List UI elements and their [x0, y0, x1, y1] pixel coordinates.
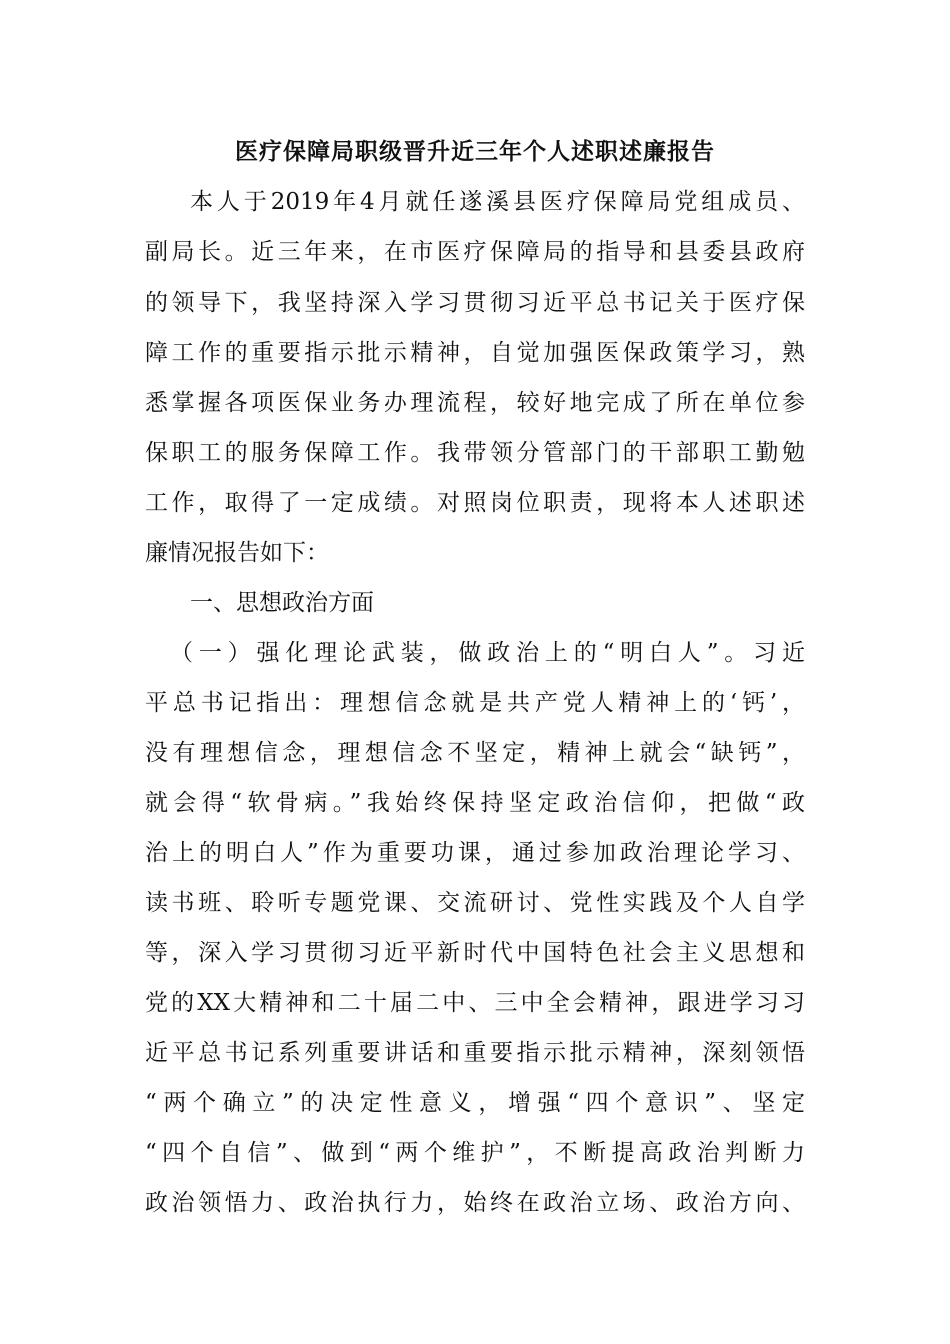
paragraph-line: 副局长。近三年来，在市医疗保障局的指导和县委县政府 — [145, 239, 805, 265]
paragraph-line: 平总书记指出：理想信念就是共产党人精神上的‘钙’， — [145, 690, 805, 716]
paragraph-line: 障工作的重要指示批示精神，自觉加强医保政策学习，熟 — [145, 340, 805, 366]
paragraph-line: 就会得“软骨病。”我始终保持坚定政治信仰，把做“政 — [145, 790, 805, 816]
paragraph-line: 党的XX大精神和二十届二中、三中全会精神，跟进学习习 — [145, 990, 805, 1016]
paragraph-line: 保职工的服务保障工作。我带领分管部门的干部职工勤勉 — [145, 440, 805, 466]
paragraph-line: 等，深入学习贯彻习近平新时代中国特色社会主义思想和 — [145, 940, 805, 966]
paragraph-line: 悉掌握各项医保业务办理流程，较好地完成了所在单位参 — [145, 390, 805, 416]
paragraph-line: 近平总书记系列重要讲话和重要指示批示精神，深刻领悟 — [145, 1040, 805, 1066]
paragraph-line: 治上的明白人”作为重要功课，通过参加政治理论学习、 — [145, 840, 805, 866]
paragraph-line: 工作，取得了一定成绩。对照岗位职责，现将本人述职述 — [145, 490, 805, 516]
paragraph-line: “四个自信”、做到“两个维护”，不断提高政治判断力 — [145, 1140, 805, 1166]
subsection-heading: （一）强化理论武装，做政治上的“明白人”。习近 — [170, 640, 805, 666]
paragraph-line: 读书班、聆听专题党课、交流研讨、党性实践及个人自学 — [145, 890, 805, 916]
paragraph-line: 的领导下，我坚持深入学习贯彻习近平总书记关于医疗保 — [145, 290, 805, 316]
paragraph-line: 没有理想信念，理想信念不坚定，精神上就会“缺钙”， — [145, 740, 805, 766]
paragraph-line: 廉情况报告如下： — [145, 540, 329, 566]
document-title: 医疗保障局职级晋升近三年个人述职述廉报告 — [235, 138, 715, 165]
paragraph-line: “两个确立”的决定性意义，增强“四个意识”、坚定 — [145, 1090, 805, 1116]
section-heading: 一、思想政治方面 — [190, 590, 374, 616]
paragraph-line: 政治领悟力、政治执行力，始终在政治立场、政治方向、 — [145, 1190, 805, 1216]
paragraph-line: 本人于2019年4月就任遂溪县医疗保障局党组成员、 — [190, 189, 805, 215]
